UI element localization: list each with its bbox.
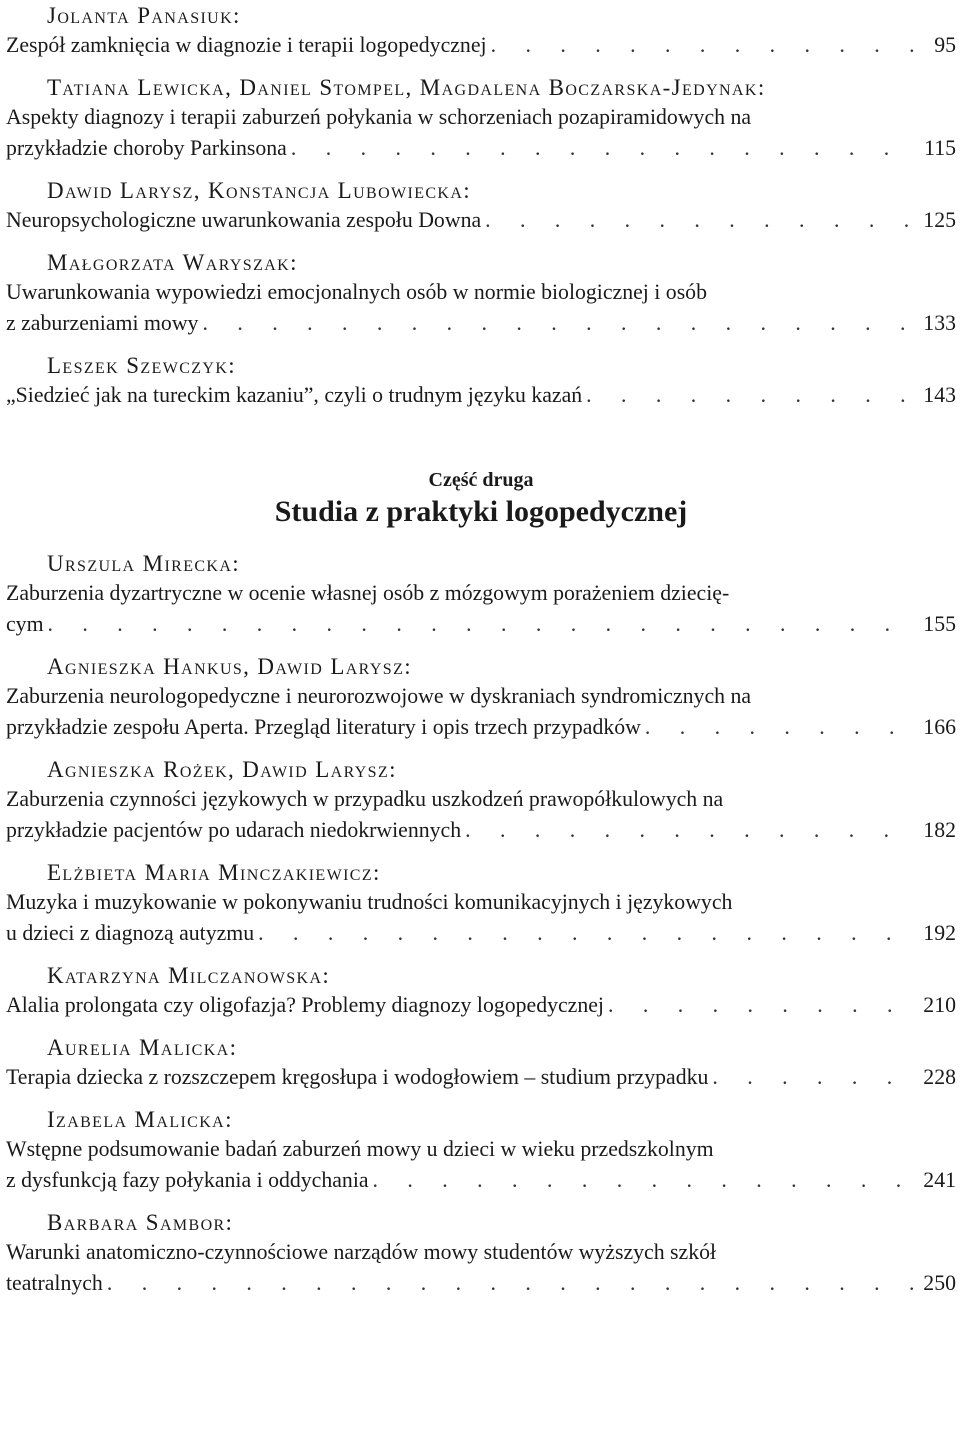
- entry-author: Małgorzata Waryszak:: [47, 250, 298, 275]
- dot-leader: [645, 712, 914, 743]
- entry-title: [6, 30, 956, 61]
- entry-author: Elżbieta Maria Minczakiewicz:: [47, 860, 381, 885]
- toc-section-part2: [6, 549, 956, 1299]
- entry-title-text: Zespół zamknięcia w diagnozie i terapii logopedycznej: [6, 33, 487, 57]
- entry-title-line: Muzyka i muzykowanie w pokonywaniu trudności komunikacyjnych i językowych: [6, 890, 733, 914]
- entry-title-last-line: [6, 918, 956, 949]
- part-label: Część druga: [428, 469, 534, 491]
- toc-entry: [6, 858, 956, 949]
- toc-entry: [6, 1105, 956, 1196]
- entry-title-line: Warunki anatomiczno-czynnościowe narządów mowy studentów wyższych szkół: [6, 1240, 717, 1264]
- toc-entry: [6, 248, 956, 339]
- toc-entry: [6, 549, 956, 640]
- entry-title-last-line: [6, 1165, 956, 1196]
- dot-leader: [465, 815, 914, 846]
- entry-title-line: Uwarunkowania wypowiedzi emocjonalnych osób w normie biologicznej i osób: [6, 280, 707, 304]
- entry-page-number: 115: [924, 136, 956, 160]
- entry-title: [6, 1237, 956, 1299]
- entry-title: [6, 887, 956, 949]
- toc-entry: [6, 351, 956, 411]
- toc-entry: [6, 176, 956, 236]
- entry-title-last-line: [6, 1062, 956, 1093]
- entry-title-text: cym: [6, 612, 44, 636]
- toc-entry: [6, 961, 956, 1021]
- entry-title-text: Terapia dziecka z rozszczepem kręgosłupa i wodogłowiem – studium przypadku: [6, 1065, 709, 1089]
- toc-entry: [6, 73, 956, 164]
- toc-entry: [6, 1, 956, 61]
- entry-title-text: Neuropsychologiczne uwarunkowania zespołu Downa: [6, 208, 482, 232]
- entry-author: Jolanta Panasiuk:: [47, 3, 241, 28]
- entry-title: [6, 1062, 956, 1093]
- entry-title-line: Zaburzenia czynności językowych w przypadku uszkodzeń prawopółkulowych na: [6, 787, 724, 811]
- entry-title-last-line: [6, 30, 956, 61]
- entry-title: [6, 784, 956, 846]
- entry-title-text: „Siedzieć jak na tureckim kazaniu”, czyli o trudnym języku kazań: [6, 383, 583, 407]
- entry-title-text: przykładzie choroby Parkinsona: [6, 136, 287, 160]
- entry-author: Dawid Larysz, Konstancja Lubowiecka:: [47, 178, 472, 203]
- dot-leader: [373, 1165, 914, 1196]
- entry-title-last-line: [6, 609, 956, 640]
- entry-author: Agnieszka Hankus, Dawid Larysz:: [47, 654, 412, 679]
- entry-author: Barbara Sambor:: [47, 1210, 234, 1235]
- dot-leader: [712, 1062, 914, 1093]
- entry-page-number: 125: [923, 208, 956, 232]
- entry-author: Tatiana Lewicka, Daniel Stompel, Magdalena Boczarska-Jedynak:: [47, 75, 766, 100]
- toc-entry: [6, 755, 956, 846]
- entry-title-line: Zaburzenia dyzartryczne w ocenie własnej osób z mózgowym porażeniem dziecię-: [6, 581, 730, 605]
- dot-leader: [107, 1268, 914, 1299]
- part-title: Studia z praktyki logopedycznej: [274, 495, 688, 528]
- entry-title-last-line: [6, 133, 956, 164]
- entry-title-text: teatralnych: [6, 1271, 103, 1295]
- entry-author: Katarzyna Milczanowska:: [47, 963, 331, 988]
- entry-page-number: 182: [923, 818, 956, 842]
- entry-author: Izabela Malicka:: [47, 1107, 233, 1132]
- entry-page-number: 95: [934, 33, 956, 57]
- dot-leader: [485, 205, 914, 236]
- entry-title: [6, 205, 956, 236]
- dot-leader: [608, 990, 914, 1021]
- entry-title-last-line: [6, 1268, 956, 1299]
- entry-title: [6, 102, 956, 164]
- dot-leader: [491, 30, 914, 61]
- entry-title-last-line: [6, 380, 956, 411]
- toc-entry: [6, 1208, 956, 1299]
- dot-leader: [586, 380, 914, 411]
- entry-title-text: Alalia prolongata czy oligofazja? Problemy diagnozy logopedycznej: [6, 993, 604, 1017]
- entry-title-text: z dysfunkcją fazy połykania i oddychania: [6, 1168, 369, 1192]
- entry-title-text: przykładzie pacjentów po udarach niedokrwiennych: [6, 818, 462, 842]
- entry-author: Aurelia Malicka:: [47, 1035, 238, 1060]
- entry-title: [6, 578, 956, 640]
- dot-leader: [291, 133, 914, 164]
- entry-title: [6, 990, 956, 1021]
- entry-title-text: u dzieci z diagnozą autyzmu: [6, 921, 255, 945]
- entry-page-number: 210: [923, 993, 956, 1017]
- entry-title-last-line: [6, 990, 956, 1021]
- entry-title-last-line: [6, 308, 956, 339]
- entry-title: [6, 380, 956, 411]
- entry-title: [6, 1134, 956, 1196]
- entry-page-number: 192: [923, 921, 956, 945]
- toc-entry: [6, 1033, 956, 1093]
- entry-page-number: 241: [923, 1168, 956, 1192]
- entry-page-number: 166: [923, 715, 956, 739]
- entry-title-text: przykładzie zespołu Aperta. Przegląd literatury i opis trzech przypadków: [6, 715, 641, 739]
- toc-section-part1: [6, 1, 956, 411]
- entry-title-line: Zaburzenia neurologopedyczne i neurorozwojowe w dyskraniach syndromicznych na: [6, 684, 752, 708]
- entry-author: Agnieszka Rożek, Dawid Larysz:: [47, 757, 397, 782]
- entry-author: Leszek Szewczyk:: [47, 353, 237, 378]
- entry-title-text: z zaburzeniami mowy: [6, 311, 199, 335]
- dot-leader: [202, 308, 914, 339]
- entry-page-number: 133: [923, 311, 956, 335]
- entry-title: [6, 277, 956, 339]
- part-heading: [6, 467, 956, 531]
- entry-title: [6, 681, 956, 743]
- entry-page-number: 250: [923, 1271, 956, 1295]
- dot-leader: [48, 609, 914, 640]
- entry-page-number: 228: [923, 1065, 956, 1089]
- entry-page-number: 155: [923, 612, 956, 636]
- entry-author: Urszula Mirecka:: [47, 551, 241, 576]
- toc-entry: [6, 652, 956, 743]
- entry-title-line: Aspekty diagnozy i terapii zaburzeń połykania w schorzeniach pozapiramidowych na: [6, 105, 752, 129]
- entry-page-number: 143: [923, 383, 956, 407]
- dot-leader: [258, 918, 914, 949]
- entry-title-line: Wstępne podsumowanie badań zaburzeń mowy u dzieci w wieku przedszkolnym: [6, 1137, 714, 1161]
- entry-title-last-line: [6, 815, 956, 846]
- entry-title-last-line: [6, 712, 956, 743]
- entry-title-last-line: [6, 205, 956, 236]
